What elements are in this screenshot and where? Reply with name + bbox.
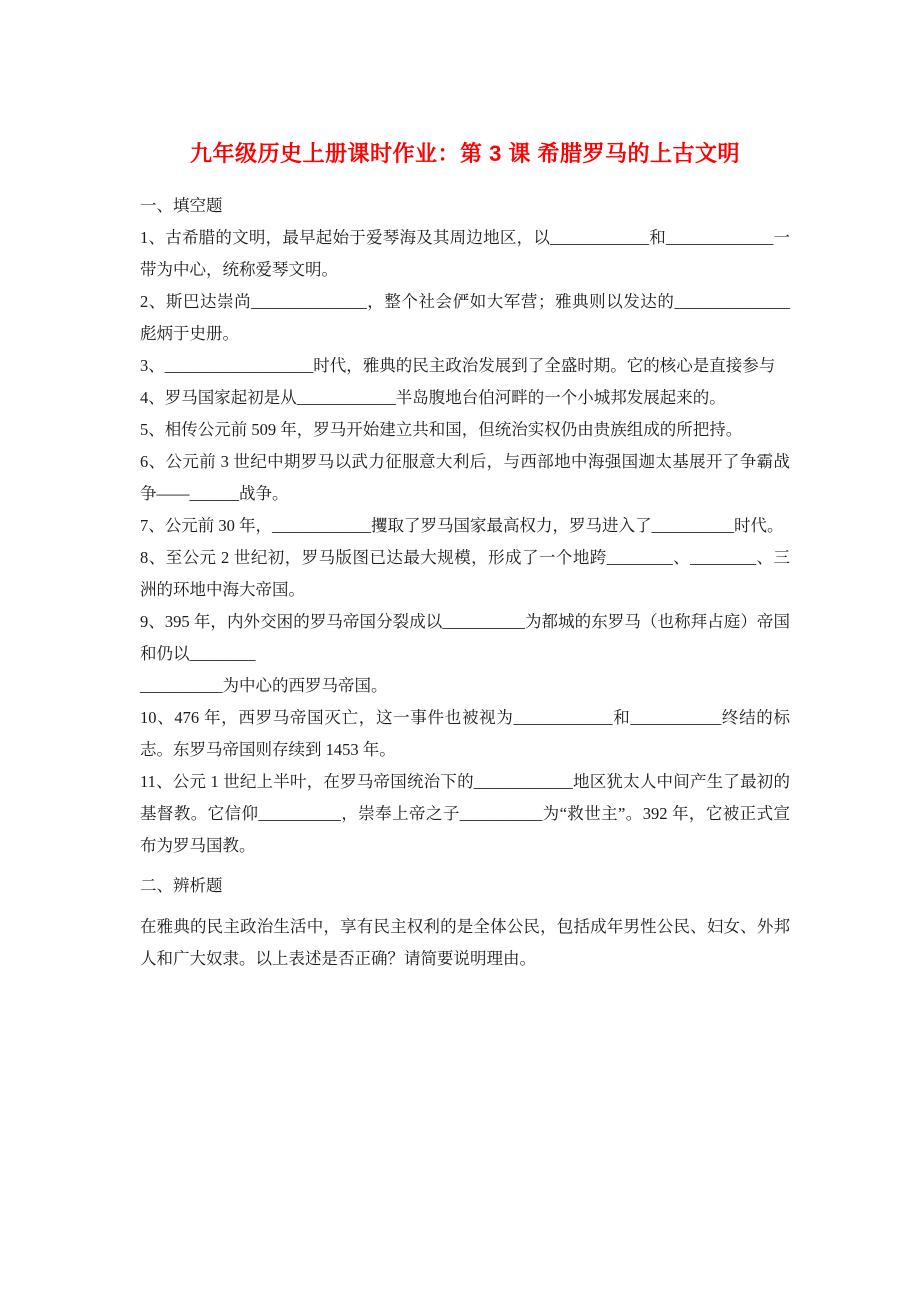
question-8: 8、至公元 2 世纪初，罗马版图已达最大规模，形成了一个地跨________、________、三洲的环地中海大帝国。: [140, 548, 790, 599]
section-analysis: [140, 870, 790, 975]
question-1: 1、古希腊的文明，最早起始于爱琴海及其周边地区，以____________和_____________一带为中心，统称爱琴文明。: [140, 228, 790, 279]
question-9-continued: __________为中心的西罗马帝国。: [140, 676, 388, 695]
section-2-heading: 二、辨析题: [140, 876, 223, 895]
question-9: 9、395 年，内外交困的罗马帝国分裂成以__________为都城的东罗马（也称拜占庭）帝国和仍以________: [140, 612, 790, 663]
section-1-heading: 一、填空题: [140, 196, 223, 215]
question-10: 10、476 年，西罗马帝国灭亡，这一事件也被视为____________和___________终结的标志。东罗马帝国则存续到 1453 年。: [140, 708, 790, 759]
document-title: 九年级历史上册课时作业：第 3 课 希腊罗马的上古文明: [189, 141, 741, 166]
question-2: 2、斯巴达崇尚______________，整个社会俨如大军营；雅典则以发达的______________彪炳于史册。: [140, 292, 790, 343]
question-5: 5、相传公元前 509 年，罗马开始建立共和国，但统治实权仍由贵族组成的所把持。: [140, 420, 743, 439]
question-3: 3、__________________时代，雅典的民主政治发展到了全盛时期。它的核心是直接参与: [140, 356, 776, 375]
question-4: 4、罗马国家起初是从____________半岛腹地台伯河畔的一个小城邦发展起来的。: [140, 388, 726, 407]
question-6: 6、公元前 3 世纪中期罗马以武力征服意大利后，与西部地中海强国迦太基展开了争霸战争——______战争。: [140, 452, 790, 503]
section-fill-in-blanks: [140, 190, 790, 862]
analysis-question: 在雅典的民主政治生活中，享有民主权利的是全体公民，包括成年男性公民、妇女、外邦人和广大奴隶。以上表述是否正确？请简要说明理由。: [140, 917, 790, 968]
question-7: 7、公元前 30 年，____________攫取了罗马国家最高权力，罗马进入了__________时代。: [140, 516, 784, 535]
question-11: 11、公元 1 世纪上半叶，在罗马帝国统治下的____________地区犹太人中间产生了最初的基督教。它信仰__________，崇奉上帝之子__________为“救世主”。392 年，它被正式宣布为罗马国教。: [140, 772, 790, 855]
